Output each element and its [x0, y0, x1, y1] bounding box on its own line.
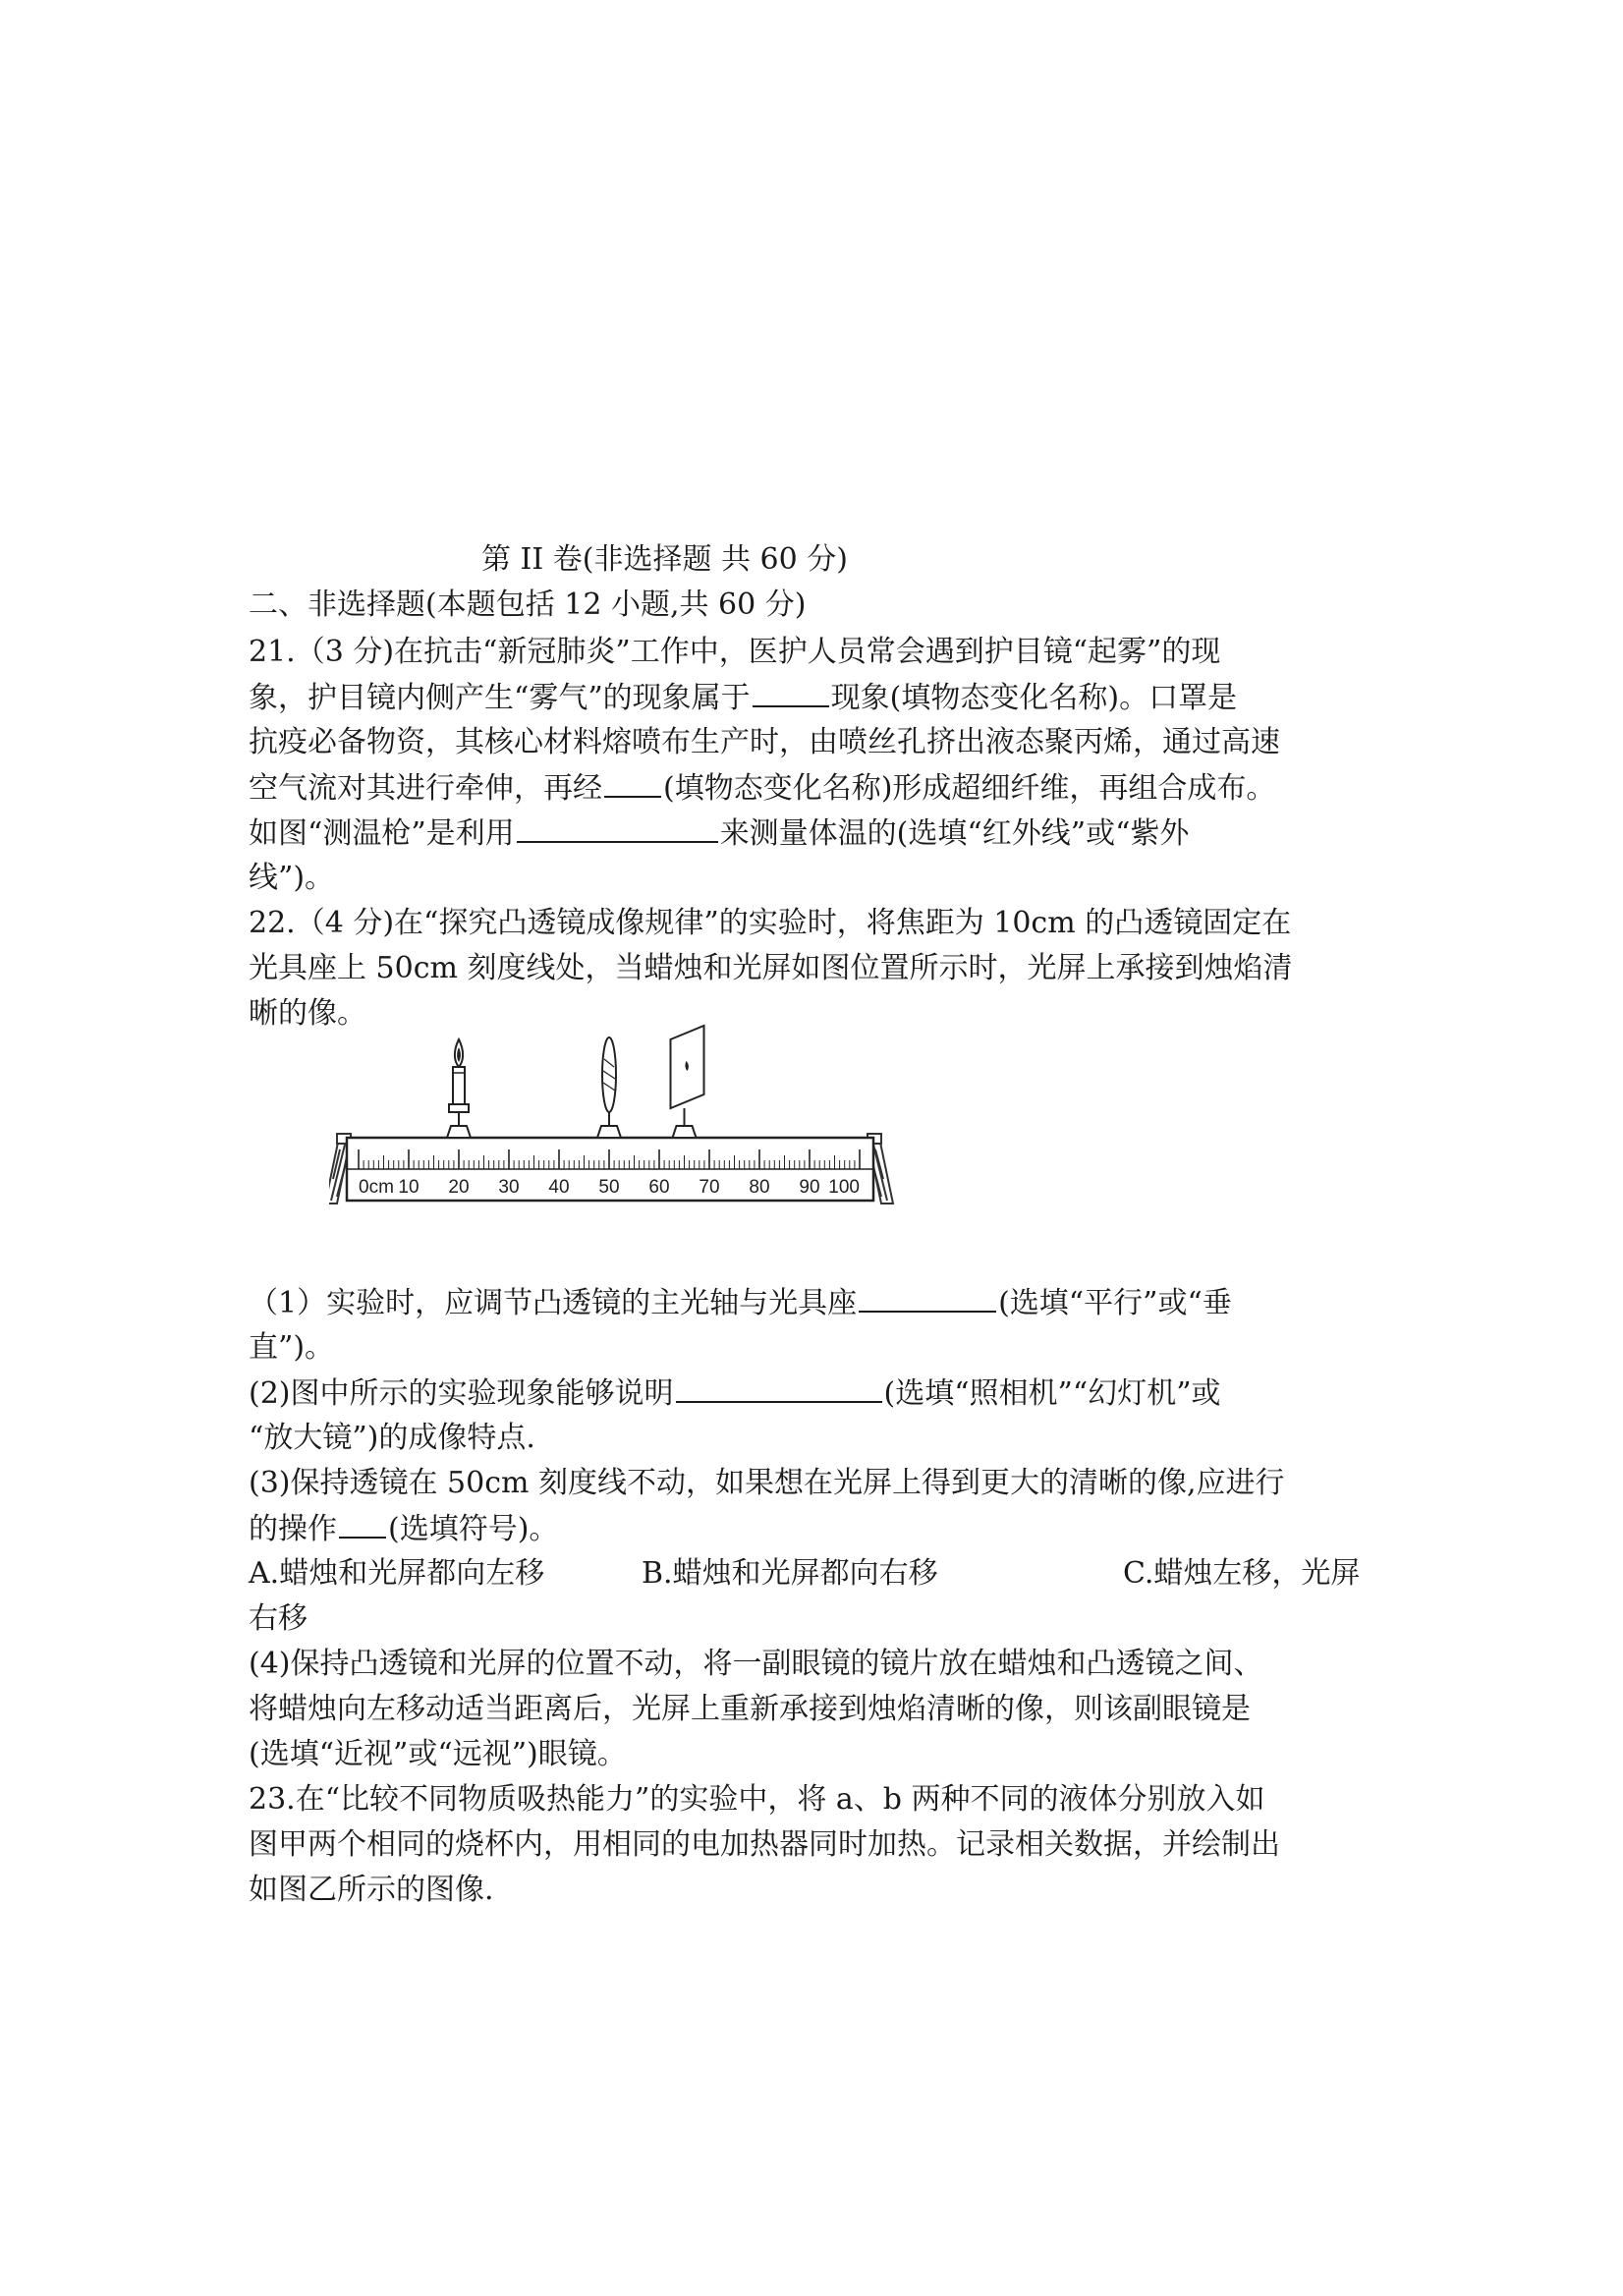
light-screen	[671, 1026, 704, 1138]
q22-line-2: 光具座上 50cm 刻度线处，当蜡烛和光屏如图位置所示时，光屏上承接到烛焰清	[249, 951, 1293, 985]
ruler-label: 20	[448, 1177, 470, 1198]
section-title: 第 II 卷(非选择题 共 60 分)	[481, 542, 848, 577]
answer-blank[interactable]	[339, 1507, 386, 1539]
ruler-label: 100	[828, 1177, 860, 1198]
section-heading: 二、非选择题(本题包括 12 小题,共 60 分)	[249, 588, 807, 622]
q22-part-2-cont: “放大镜”)的成像特点.	[249, 1421, 535, 1455]
q22-part-1-cont: 直”)。	[249, 1330, 335, 1365]
answer-blank[interactable]	[676, 1372, 882, 1403]
q23-line-1: 23.在“比较不同物质吸热能力”的实验中，将 a、b 两种不同的液体分别放入如	[249, 1782, 1265, 1817]
convex-lens	[597, 1037, 621, 1138]
option-c[interactable]: C.蜡烛左移，光屏	[1123, 1556, 1361, 1591]
q21-line-1: 21.（3 分)在抗击“新冠肺炎”工作中，医护人员常会遇到护目镜“起雾”的现	[249, 635, 1221, 669]
ruler-label: 30	[498, 1177, 520, 1198]
ruler-label: 10	[398, 1177, 420, 1198]
q22-part-4-cont: 将蜡烛向左移动适当距离后，光屏上重新承接到烛焰清晰的像，则该副眼镜是	[249, 1692, 1251, 1726]
q22-part-3: (3)保持透镜在 50cm 刻度线不动，如果想在光屏上得到更大的清晰的像,应进行	[249, 1466, 1285, 1500]
candle	[447, 1039, 471, 1138]
option-b[interactable]: B.蜡烛和光屏都向右移	[642, 1556, 938, 1591]
q22-line-3: 晰的像。	[249, 996, 366, 1031]
ruler-label: 50	[598, 1177, 620, 1198]
optical-bench-figure	[329, 1022, 909, 1253]
q21-line-6: 线”)。	[249, 861, 335, 895]
q22-options	[249, 1552, 1388, 1596]
q22-part-1: （1）实验时，应调节凸透镜的主光轴与光具座 (选填“平行”或“垂	[249, 1281, 1388, 1325]
q21-line-3: 抗疫必备物资，其核心材料熔喷布生产时，由喷丝孔挤出液态聚丙烯，通过高速	[249, 725, 1280, 759]
q23-line-2: 图甲两个相同的烧杯内，用相同的电加热器同时加热。记录相关数据，并绘制出	[249, 1827, 1280, 1862]
answer-blank[interactable]	[753, 676, 829, 707]
ruler-label: 90	[799, 1177, 820, 1198]
q21-line-4: 空气流对其进行牵伸，再经 (填物态变化名称)形成超细纤维，再组合成布。	[249, 766, 1388, 811]
q22-part-2: (2)图中所示的实验现象能够说明 (选填“照相机”“幻灯机”或	[249, 1372, 1388, 1416]
answer-blank[interactable]	[517, 812, 718, 843]
q23-line-3: 如图乙所示的图像.	[249, 1873, 494, 1907]
answer-blank[interactable]	[859, 1281, 996, 1313]
ruler-label: 40	[548, 1177, 570, 1198]
q22-part-3-cont: 的操作 (选填符号)。	[249, 1507, 1388, 1551]
q22-part-4-end: (选填“近视”或“远视”)眼镜。	[249, 1737, 627, 1771]
option-a[interactable]: A.蜡烛和光屏都向左移	[249, 1556, 545, 1591]
q21-line-5: 如图“测温枪”是利用 来测量体温的(选填“红外线”或“紫外	[249, 812, 1388, 856]
ruler-label: 80	[749, 1177, 770, 1198]
q21-line-2: 象，护目镜内侧产生“雾气”的现象属于 现象(填物态变化名称)。口罩是	[249, 676, 1388, 720]
q22-line-1: 22.（4 分)在“探究凸透镜成像规律”的实验时，将焦距为 10cm 的凸透镜固定在	[249, 906, 1292, 940]
ruler-label: 60	[648, 1177, 670, 1198]
q22-part-4: (4)保持凸透镜和光屏的位置不动，将一副眼镜的镜片放在蜡烛和凸透镜之间、	[249, 1647, 1263, 1681]
ruler-label: 70	[699, 1177, 720, 1198]
ruler-label: 0cm	[359, 1177, 394, 1198]
option-c-cont: 右移	[249, 1601, 308, 1636]
answer-blank[interactable]	[604, 766, 661, 798]
